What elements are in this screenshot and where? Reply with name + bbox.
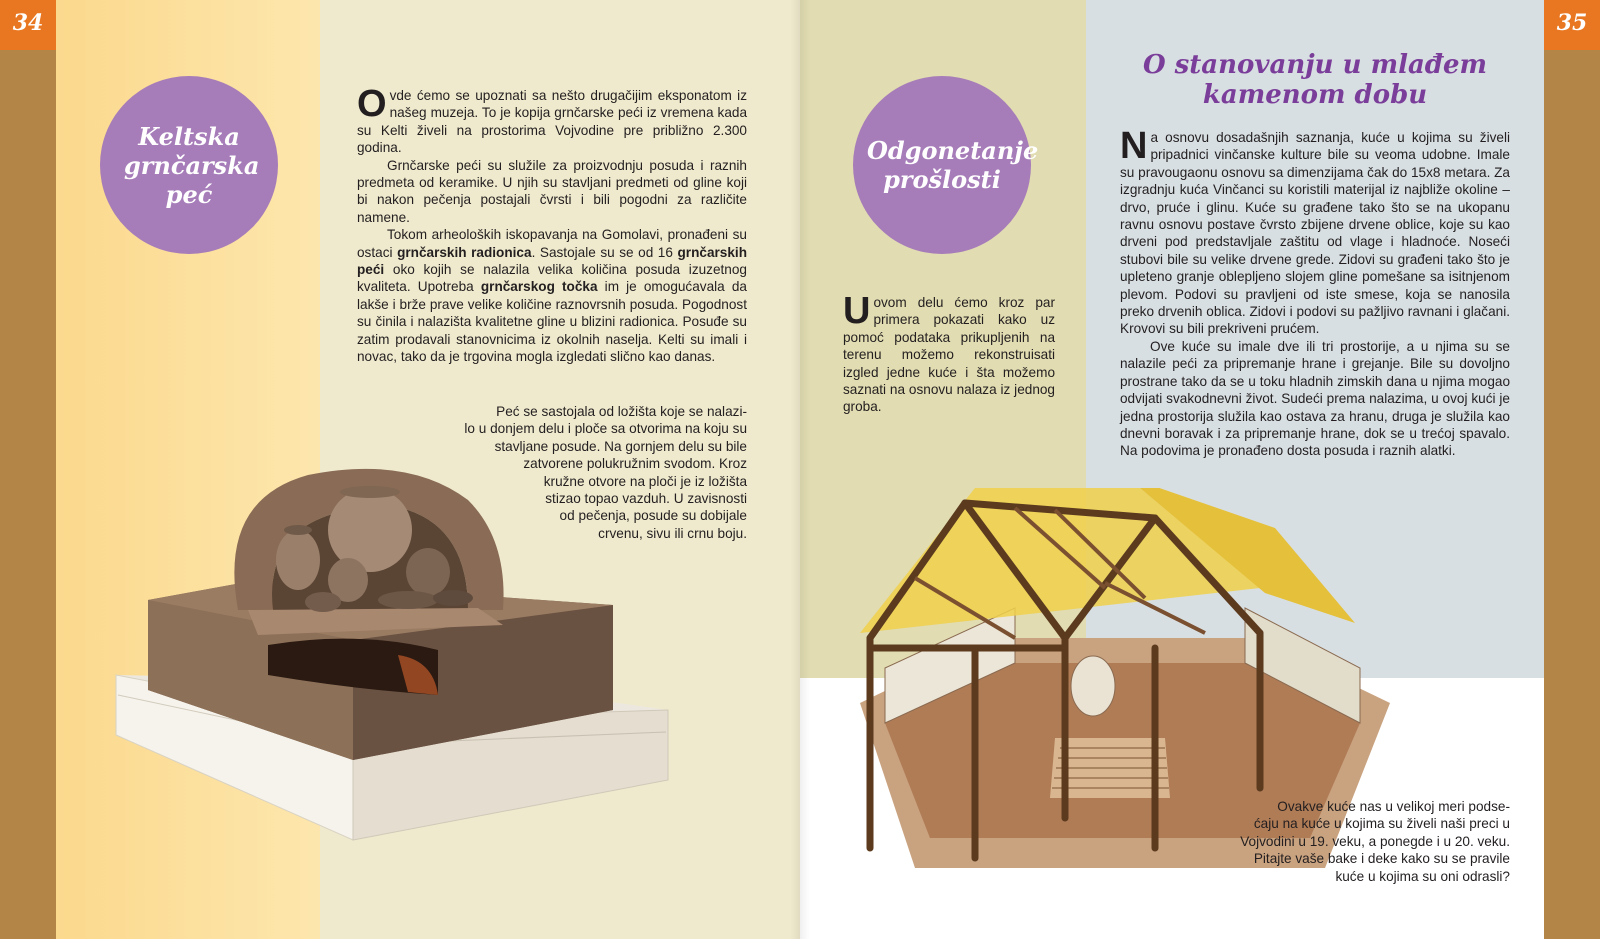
dropcap-n: N: [1120, 125, 1148, 167]
house-caption: Ovakve kuće nas u velikoj meri podse- ćaju na kuće u kojima su živeli naši preci u Vojvodini u 19. veku, a ponegde i u 20. veku. Pitajte vaše bake i deke kako su se pravile kuće u kojima su oni odrasli?: [1240, 799, 1510, 884]
dropcap-o: O: [357, 83, 387, 125]
right-intro-text: Uovom delu ćemo kroz par primera pokazati kako uz pomoć podataka prikupljenih na terenu možemo rekonstruisati izgled jedne kuće i šta možemo saznati na osnovu nalaza iz jednog groba.: [843, 290, 1055, 415]
kiln-model-image: [108, 460, 673, 845]
right-para-1: Na osnovu dosadašnjih saznanja, kuće u kojima su živeli pripadnici vinčanske kulture bile su veoma udobne. Imale su pravougaonu osnovu sa dimenzijama čak do 15x8 metara. Za izgradnju kuća Vinčanci su koristili materijal iz najbliže okoline – drvo, pruće i glinu. Kuće su građene tako što se na ukopanu ravnu osnovu postave čvrsto zbijene drvene oblice, koje su kao drveni pod predstavljale zaštitu od vlage i hladnoće. Noseći stubovi bile su velike drvene grede. Zidovi su građeni tako što je upleteno granje oblepljeno slojem gline pomešane sa isitnjenom plevom. Podovi su pravljeni od iste smese, koja se nanosila preko drvenih oblica. Zidovi i podovi su pažljivo ravnani i glačani. Krovovi su bili prekriveni prućem.: [1120, 125, 1510, 337]
spine-shadow: [790, 0, 810, 939]
title-badge-left: [100, 76, 278, 254]
right-page-heading: O stanovanju u mlađem kamenom dobu: [1142, 50, 1488, 110]
left-body-text: [357, 83, 747, 366]
left-edge-strip: [0, 0, 56, 939]
right-para-2: Ove kuće su imale dve ili tri prostorije, a u njima su se nalazile peći za pripremanje hrane i grejanje. Bile su dovoljno prostrane tako da se u toku hladnih zimskih dana u njima mogao odvijati svakodnevni život. Sudeći prema nalazima, u ovoj kući je jedna prostorija služila kao ostava za hranu, druga je služila kao dnevni boravak i za pripremanje hrane, dok se u trećoj spavalo. Na podovima je pronađeno dosta posuda i raznih alatki.: [1120, 338, 1510, 459]
badge-title-left: Keltska grnčarska peć: [124, 121, 260, 209]
title-badge-right: [853, 76, 1039, 254]
left-para-1: Ovde ćemo se upoznati sa nešto drugačijim eksponatom iz našeg muzeja. To je kopija grnčarske peći iz vremena kada su Kelti živeli na prostorima Vojvodine pre približno 2.300 godina.: [357, 83, 747, 156]
right-body-text: [1120, 125, 1510, 460]
badge-title-right: Odgonetanje prošlosti: [867, 136, 1039, 194]
left-para-3: Tokom arheoloških iskopavanja na Gomolavi, pronađeni su ostaci grnčarskih radionica. Sastojale su se od 16 grnčarskih peći oko kojih se nalazila velika količina posuda izuzetnog kvaliteta. Upotreba grnčarskog točka im je omogućavala da lakše i brže prave velike količine raznovrsnih posuda. Pogodnost su činila i nalazišta kvalitetne gline u blizini radionica. Posuđe su zatim prodavali stanovnicima iz okolnih naselja. Kelti su imali i novac, tako da je trgovina mogla izgledati slično kao danas.: [357, 227, 747, 365]
left-para-2: Grnčarske peći su služile za proizvodnju posuda i raznih predmeta od keramike. U njih su stavljani predmeti od gline koji bi nakon pečenja postajali čvrsti i bili pogodni za različite namene.: [357, 157, 747, 225]
left-para-4: Peć se sastojala od ložišta koje se nalazi- lo u donjem delu i ploče sa otvorima na koju su stavljane posude. Na gornjem delu su bile zatvorene polukružnim svodom. Kroz kružne otvore na ploči je iz ložišta stizao topao vazduh. U zavisnosti od pečenja, posude su dobijale crvenu, sivu ili crnu boju.: [464, 404, 747, 541]
left-page-number: 34: [0, 0, 56, 50]
right-page-number: 35: [1544, 0, 1600, 50]
dropcap-u: U: [843, 290, 871, 332]
right-edge-strip: [1544, 0, 1600, 939]
